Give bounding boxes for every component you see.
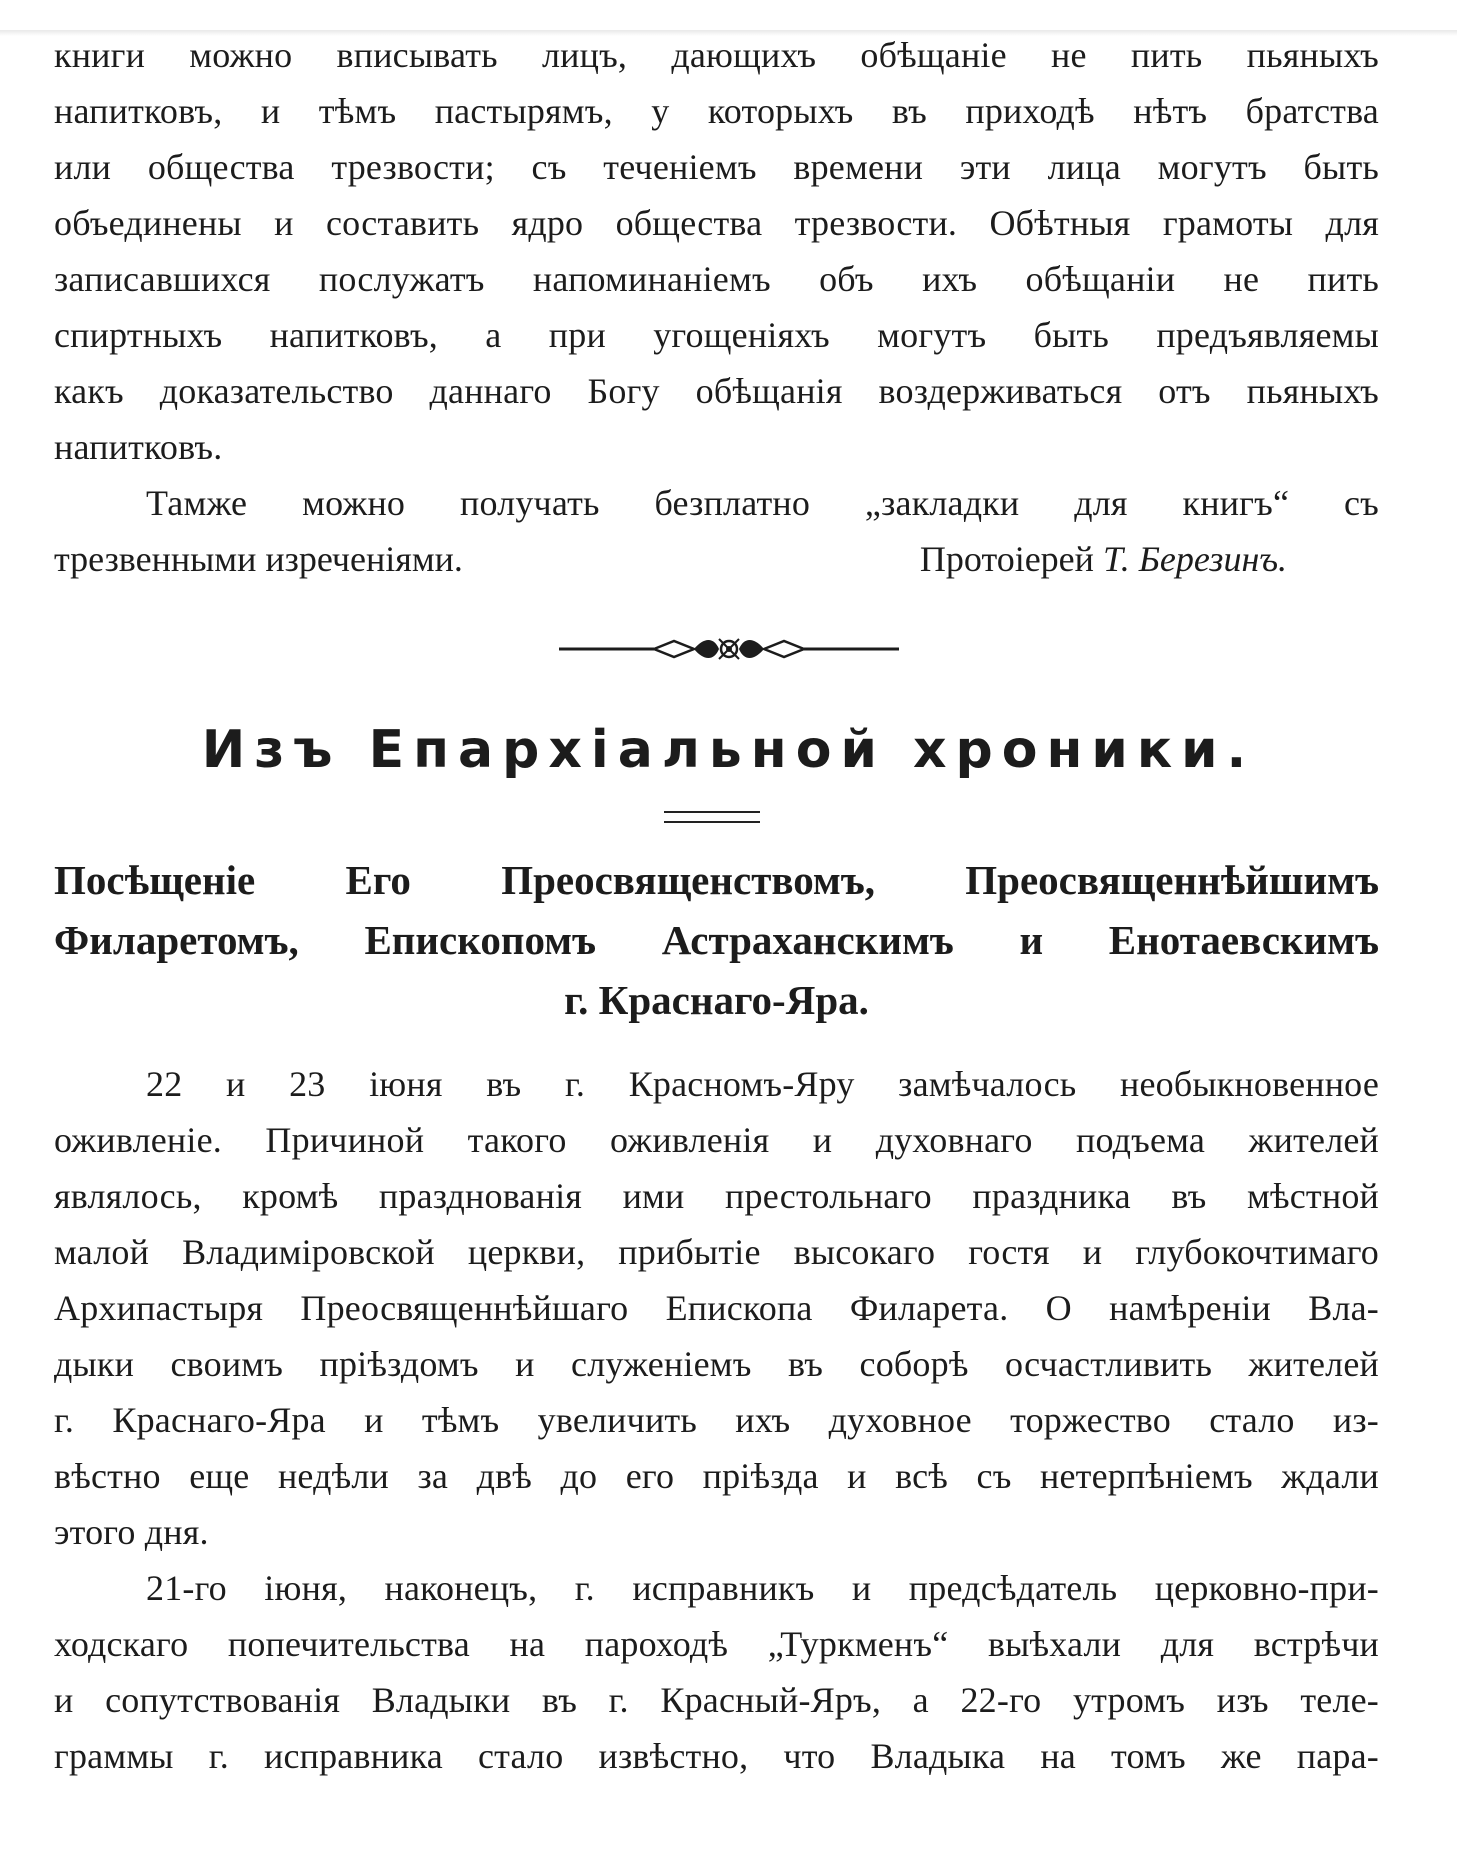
article-title-line: Филаретомъ, Епископомъ Астраханскимъ и Енотаевскимъ (54, 917, 1379, 963)
article-paragraph-1 (54, 1056, 1379, 1560)
top-paragraph (54, 27, 1379, 475)
text-line: малой Владиміровской церкви, прибытіе высокаго гостя и глубокочтимаго (54, 1232, 1379, 1272)
text-line: Тамже можно получать безплатно „закладки для книгъ“ съ (146, 483, 1379, 523)
text-line: спиртныхъ напитковъ, а при угощеніяхъ могутъ быть предъявляемы (54, 315, 1379, 355)
signature-line (54, 531, 1379, 587)
signature-title: Протоіерей (919, 539, 1094, 579)
signature-name: Т. Березинъ. (1102, 539, 1287, 579)
ornament-divider (0, 629, 1457, 669)
text-line: объединены и составить ядро общества трезвости. Обѣтныя грамоты для (54, 203, 1379, 243)
signature (920, 531, 1379, 587)
ornament-icon (559, 629, 899, 669)
text-line: оживленіе. Причиной такого оживленія и духовнаго подъема жителей (54, 1120, 1379, 1160)
text-line: граммы г. исправника стало извѣстно, что Владыка на томъ же пара- (54, 1736, 1379, 1776)
text-line: и сопутствованія Владыки въ г. Красный-Яръ, а 22-го утромъ изъ теле- (54, 1680, 1379, 1720)
text-line: ходскаго попечительства на пароходѣ „Туркменъ“ выѣхали для встрѣчи (54, 1624, 1379, 1664)
section-title: Изъ Епархіальной хроники. (201, 720, 1256, 780)
text-line: этого дня. (54, 1512, 209, 1552)
title-rule (664, 811, 760, 823)
text-line: какъ доказательство даннаго Богу обѣщанія воздерживаться отъ пьяныхъ (54, 371, 1379, 411)
article-title-line: г. Краснаго-Яра. (564, 977, 869, 1023)
article-paragraph-2 (54, 1560, 1379, 1784)
text-line: вѣстно еще недѣли за двѣ до его пріѣзда и всѣ съ нетерпѣніемъ ждали (54, 1456, 1379, 1496)
text-line: записавшихся послужатъ напоминаніемъ объ ихъ обѣщаніи не пить (54, 259, 1379, 299)
text-line: напитковъ. (54, 427, 223, 467)
text-line: дыки своимъ пріѣздомъ и служеніемъ въ соборѣ осчастливить жителей (54, 1344, 1379, 1384)
text-line: напитковъ, и тѣмъ пастырямъ, у которыхъ въ приходѣ нѣтъ братства (54, 91, 1379, 131)
text-line: 21-го іюня, наконецъ, г. исправникъ и предсѣдатель церковно-при- (146, 1568, 1379, 1608)
text-line: Архипастыря Преосвященнѣйшаго Епископа Филарета. О намѣреніи Вла- (54, 1288, 1379, 1328)
text-line: г. Краснаго-Яра и тѣмъ увеличить ихъ духовное торжество стало из- (54, 1400, 1379, 1440)
text-line: книги можно вписывать лицъ, дающихъ обѣщаніе не пить пьяныхъ (54, 35, 1379, 75)
article-title-line: Посѣщеніе Его Преосвященствомъ, Преосвященнѣйшимъ (54, 857, 1379, 903)
text-line: или общества трезвости; съ теченіемъ времени эти лица могутъ быть (54, 147, 1379, 187)
article-title (54, 850, 1379, 1030)
text-line: трезвенными изреченіями. (54, 539, 463, 579)
second-paragraph (54, 475, 1379, 587)
text-line: 22 и 23 іюня въ г. Красномъ-Яру замѣчалось необыкновенное (146, 1064, 1379, 1104)
text-line: являлось, кромѣ празднованія ими престольнаго праздника въ мѣстной (54, 1176, 1379, 1216)
